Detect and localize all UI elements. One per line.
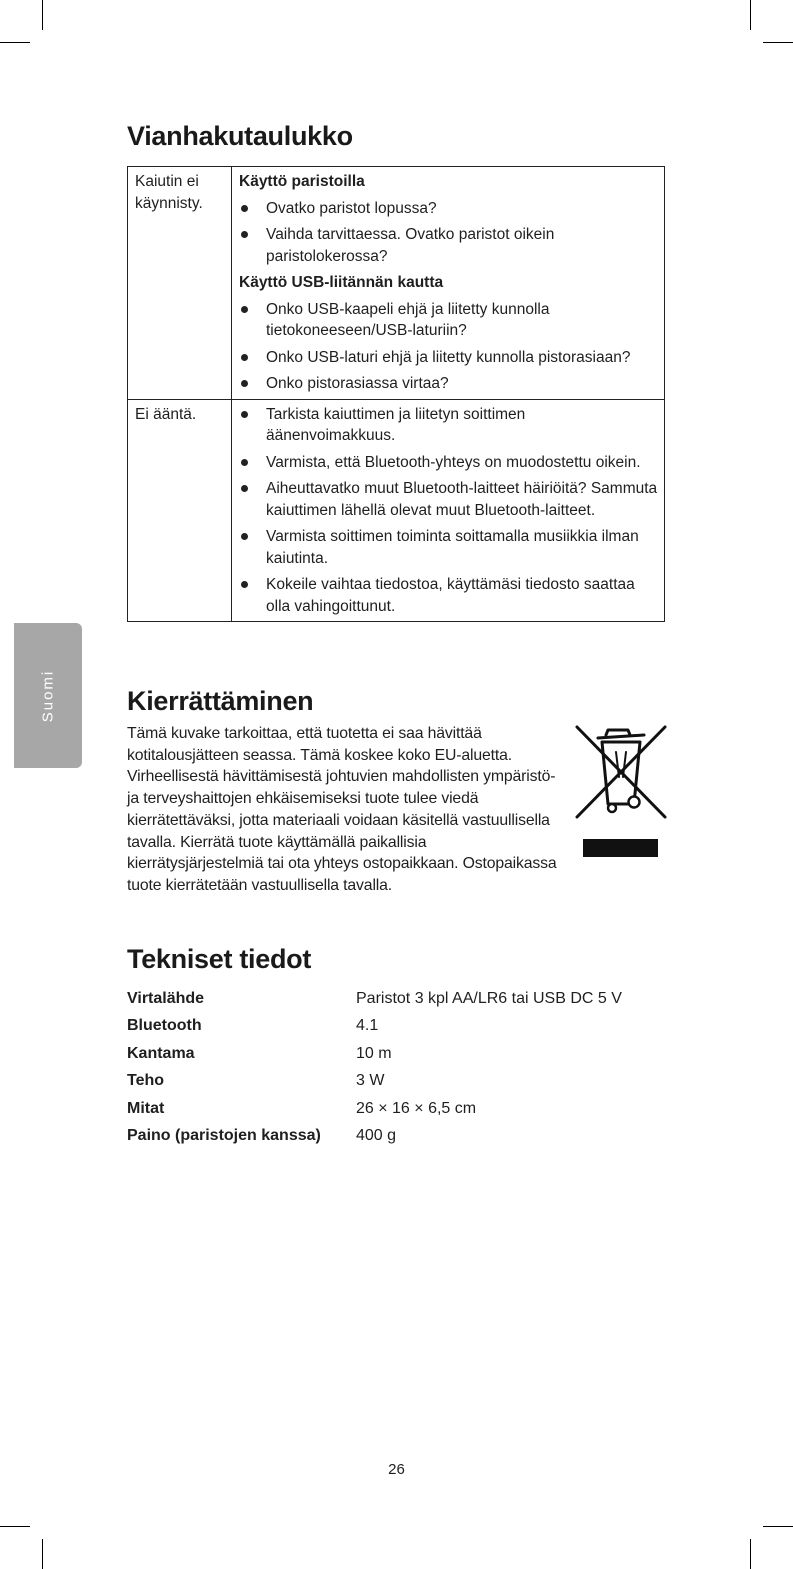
table-row	[127, 1122, 622, 1149]
table-row	[127, 985, 622, 1012]
list-item: Onko pistorasiassa virtaa?	[239, 373, 658, 395]
bullet-icon	[241, 354, 248, 361]
crop-mark	[42, 1539, 43, 1569]
spec-value: 26 × 16 × 6,5 cm	[356, 1099, 477, 1117]
table-row	[127, 1095, 622, 1122]
troubleshooting-table	[127, 166, 665, 622]
page-number: 26	[388, 1461, 405, 1478]
recycling-body: Tämä kuvake tarkoittaa, että tuotetta ei saa hävittää kotitalousjätteen seassa. Tämä koskee koko EU-aluetta. Virheellisestä hävittämisestä johtuvien mahdollisten ympäristö- ja terveyshaittojen ehkäisemiseksi tuote tulee viedä kierrätettäväksi, jotta materiaali voidaan käsitellä vastuullisella tavalla. Kierrätä tuote käyttämällä paikallisia kierrätysjärjestelmiä tai ota yhteys ostopaikkaan. Ostopaikassa tuote kierrätetään vastuullisella tavalla.	[127, 725, 557, 894]
crop-mark	[0, 1526, 30, 1527]
spec-label: Bluetooth	[127, 1017, 202, 1035]
spec-value: 400 g	[356, 1127, 397, 1145]
remedy-cell	[232, 399, 665, 622]
bullet-icon	[241, 581, 248, 588]
table-row	[127, 1067, 622, 1094]
spec-label: Mitat	[127, 1099, 165, 1117]
list-item: Varmista, että Bluetooth-yhteys on muodostettu oikein.	[239, 452, 658, 474]
remedy-cell	[232, 167, 665, 400]
table-row	[127, 1012, 622, 1039]
group-heading: Käyttö USB-liitännän kautta	[239, 274, 444, 291]
spec-label: Paino (paristojen kanssa)	[127, 1127, 321, 1145]
crop-mark	[42, 0, 43, 30]
bullet-icon	[241, 231, 248, 238]
spec-label: Virtalähde	[127, 990, 205, 1007]
bullet-icon	[241, 411, 248, 418]
list-item: Kokeile vaihtaa tiedostoa, käyttämäsi tiedosto saattaa olla vahingoittunut.	[239, 574, 658, 617]
list-item: Ovatko paristot lopussa?	[239, 198, 658, 220]
bullet-icon	[241, 459, 248, 466]
crop-mark	[750, 1539, 751, 1569]
troubleshooting-title: Vianhakutaulukko	[127, 121, 353, 151]
bullet-icon	[241, 306, 248, 313]
spec-value: 10 m	[356, 1044, 392, 1062]
table-row	[128, 399, 665, 622]
bullet-icon	[241, 485, 248, 492]
spec-label: Kantama	[127, 1044, 195, 1062]
crop-mark	[763, 1526, 793, 1527]
spec-value: 3 W	[356, 1072, 385, 1090]
symptom-cell: Kaiutin ei käynnisty.	[128, 167, 232, 400]
crossed-out-bin-icon	[572, 722, 670, 822]
crop-mark	[750, 0, 751, 30]
recycling-title: Kierrättäminen	[127, 686, 314, 716]
table-row	[127, 1040, 622, 1067]
bullet-icon	[241, 380, 248, 387]
table-row	[128, 167, 665, 400]
list-item: Vaihda tarvittaessa. Ovatko paristot oikein paristolokerossa?	[239, 224, 658, 267]
bullet-icon	[241, 205, 248, 212]
list-item: Tarkista kaiuttimen ja liitetyn soittimen äänenvoimakkuus.	[239, 404, 658, 447]
specs-table	[127, 985, 622, 1149]
list-item: Varmista soittimen toiminta soittamalla musiikkia ilman kaiutinta.	[239, 526, 658, 569]
language-tab	[14, 623, 82, 768]
spec-label: Teho	[127, 1072, 165, 1090]
list-item: Aiheuttavatko muut Bluetooth-laitteet häiriöitä? Sammuta kaiuttimen lähellä olevat muut Bluetooth-laitteet.	[239, 478, 658, 521]
language-tab-label: Suomi	[39, 669, 57, 722]
spec-value: 4.1	[356, 1017, 379, 1035]
bullet-icon	[241, 533, 248, 540]
list-item: Onko USB-laturi ehjä ja liitetty kunnolla pistorasiaan?	[239, 347, 658, 369]
weee-bar	[583, 839, 658, 857]
crop-mark	[0, 42, 30, 43]
crop-mark	[763, 42, 793, 43]
symptom-cell: Ei ääntä.	[128, 399, 232, 622]
list-item: Onko USB-kaapeli ehjä ja liitetty kunnolla tietokoneeseen/USB-laturiin?	[239, 299, 658, 342]
group-heading: Käyttö paristoilla	[239, 173, 365, 190]
specs-title: Tekniset tiedot	[127, 944, 312, 974]
spec-value: Paristot 3 kpl AA/LR6 tai USB DC 5 V	[356, 990, 622, 1007]
